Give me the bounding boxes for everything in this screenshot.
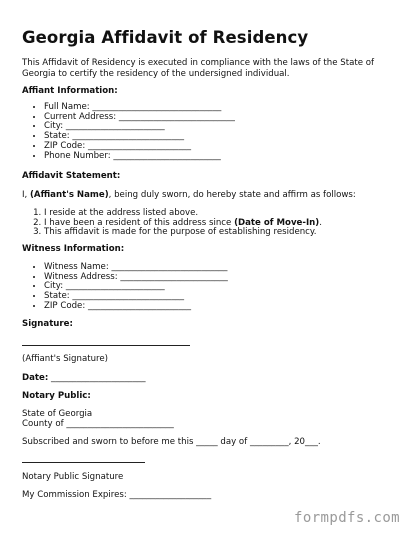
field-witness-name: • Witness Name: ___________________________ xyxy=(44,263,228,273)
field-witness-state: • State: __________________________ xyxy=(44,292,228,302)
move-in-date-placeholder: (Date of Move-In) xyxy=(234,217,320,228)
field-witness-city: • City: _______________________ xyxy=(44,282,228,292)
statement-item-1: 1. I reside at the address listed above. xyxy=(44,209,322,219)
statement-item-2: 2. I have been a resident of this address since (Date of Move-In). xyxy=(44,219,322,229)
date-blank: ______________________ xyxy=(51,373,146,383)
statement-item-3: 3. This affidavit is made for the purpose of establishing residency. xyxy=(44,228,322,238)
intro-paragraph: This Affidavit of Residency is executed in compliance with the laws of the State of Georgia to certify the residency of the undersigned individual. xyxy=(22,58,375,79)
notary-signature-label: Notary Public Signature xyxy=(22,472,124,482)
field-state: • State: __________________________ xyxy=(44,132,235,142)
field-phone-number: • Phone Number: _________________________ xyxy=(44,152,235,162)
notary-heading: Notary Public: xyxy=(22,391,91,401)
witness-fields-list xyxy=(22,263,228,312)
sworn-statement: Subscribed and sworn to before me this _____ day of _________, 20___. xyxy=(22,437,321,447)
affiant-signature-line xyxy=(22,345,190,346)
affiant-heading: Affiant Information: xyxy=(22,86,118,96)
document-title: Georgia Affidavit of Residency xyxy=(22,28,309,47)
field-zip-code: • ZIP Code: ________________________ xyxy=(44,142,235,152)
affiant-name-placeholder: (Affiant's Name) xyxy=(30,190,109,200)
field-current-address: • Current Address: ___________________________ xyxy=(44,113,235,123)
notary-state: State of Georgia xyxy=(22,409,93,419)
witness-heading: Witness Information: xyxy=(22,244,125,254)
date-line xyxy=(22,373,146,384)
field-witness-address: • Witness Address: _________________________ xyxy=(44,273,228,283)
commission-expires: My Commission Expires: ___________________ xyxy=(22,490,212,500)
field-full-name: • Full Name: ______________________________ xyxy=(44,103,235,113)
affiant-signature-label: (Affiant's Signature) xyxy=(22,354,109,364)
signature-heading: Signature: xyxy=(22,319,73,329)
affiant-fields-list xyxy=(22,103,235,161)
date-label: Date: xyxy=(22,373,49,383)
statement-heading: Affidavit Statement: xyxy=(22,171,121,181)
formpdfs-watermark: formpdfs.com xyxy=(294,510,400,526)
notary-signature-line xyxy=(22,462,145,463)
field-witness-zip-code: • ZIP Code: ________________________ xyxy=(44,302,228,312)
statement-intro: I, (Affiant's Name), being duly sworn, do hereby state and affirm as follows: xyxy=(22,190,356,200)
field-city: • City: _______________________ xyxy=(44,122,235,132)
statement-list xyxy=(22,209,322,238)
notary-county: County of _________________________ xyxy=(22,419,174,429)
